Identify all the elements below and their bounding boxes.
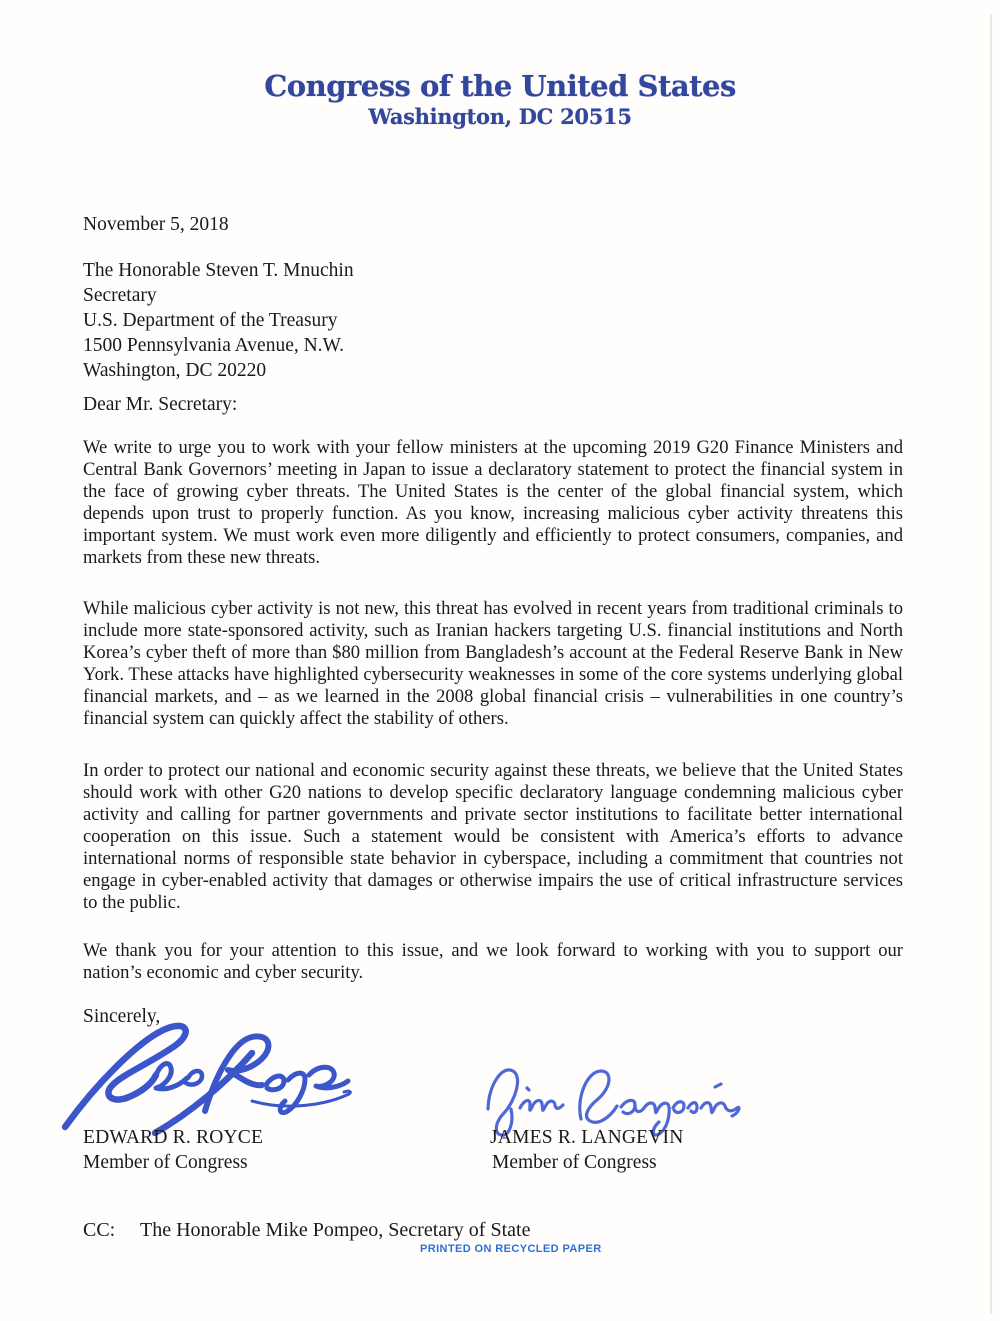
letter-date: November 5, 2018 xyxy=(83,214,229,235)
recipient-address xyxy=(83,258,354,383)
scan-edge-artifact xyxy=(990,14,992,1314)
letterhead-address: Washington, DC 20515 xyxy=(368,104,632,129)
cc-line xyxy=(83,1219,530,1242)
body-paragraph-2: While malicious cyber activity is not new, this threat has evolved in recent years from traditional criminals to include more state-sponsored activity, such as Iranian hackers targeting U.S. financial institutions and North Korea’s cyber theft of more than $80 million from Bangladesh’s account at the Federal Reserve Bank in New York. These attacks have highlighted cybersecurity weaknesses in some of the core systems underlying global financial markets, and – as we learned in the 2008 global financial crisis – vulnerabilities in one country’s financial system can quickly affect the stability of others. xyxy=(83,598,903,729)
recipient-line: Washington, DC 20220 xyxy=(83,360,267,381)
signer-title-langevin: Member of Congress xyxy=(492,1152,657,1173)
cc-label: CC: xyxy=(83,1219,116,1241)
recycled-paper-notice: PRINTED ON RECYCLED PAPER xyxy=(420,1243,602,1255)
royce-signature xyxy=(55,1014,355,1136)
recipient-line: U.S. Department of the Treasury xyxy=(83,310,338,331)
recipient-line: Secretary xyxy=(83,285,157,306)
recipient-line: 1500 Pennsylvania Avenue, N.W. xyxy=(83,335,345,356)
closing-sincerely: Sincerely, xyxy=(83,1006,161,1027)
signer-name-langevin: JAMES R. LANGEVIN xyxy=(490,1127,684,1148)
cc-text: The Honorable Mike Pompeo, Secretary of State xyxy=(140,1219,531,1241)
salutation: Dear Mr. Secretary: xyxy=(83,394,238,415)
recipient-line: The Honorable Steven T. Mnuchin xyxy=(83,260,354,281)
body-paragraph-3: In order to protect our national and economic security against these threats, we believe that the United States should work with other G20 nations to develop specific declaratory language condemning malicious cyber activity and calling for partner governments and private sector institutions to facilitate better international cooperation on this issue. Such a statement would be consistent with America’s efforts to advance international norms of responsible state behavior in cyberspace, including a commitment that countries not engage in cyber-enabled activity that damages or otherwise impairs the use of critical infrastructure services to the public. xyxy=(83,760,903,913)
letterhead-title: Congress of the United States xyxy=(264,69,736,103)
body-paragraph-4: We thank you for your attention to this issue, and we look forward to working with you to support our nation’s economic and cyber security. xyxy=(83,940,903,983)
signer-title-royce: Member of Congress xyxy=(83,1152,248,1173)
body-paragraph-1: We write to urge you to work with your fellow ministers at the upcoming 2019 G20 Finance Ministers and Central Bank Governors’ meeting in Japan to issue a declaratory statement to protect the financial system in the face of growing cyber threats. The United States is the center of the global financial system, which depends upon trust to properly function. As you know, increasing malicious cyber activity threatens this important system. We must work even more diligently and efficiently to protect consumers, companies, and markets from these new threats. xyxy=(83,437,903,568)
signer-name-royce: EDWARD R. ROYCE xyxy=(83,1127,264,1148)
letterhead xyxy=(0,70,1000,130)
